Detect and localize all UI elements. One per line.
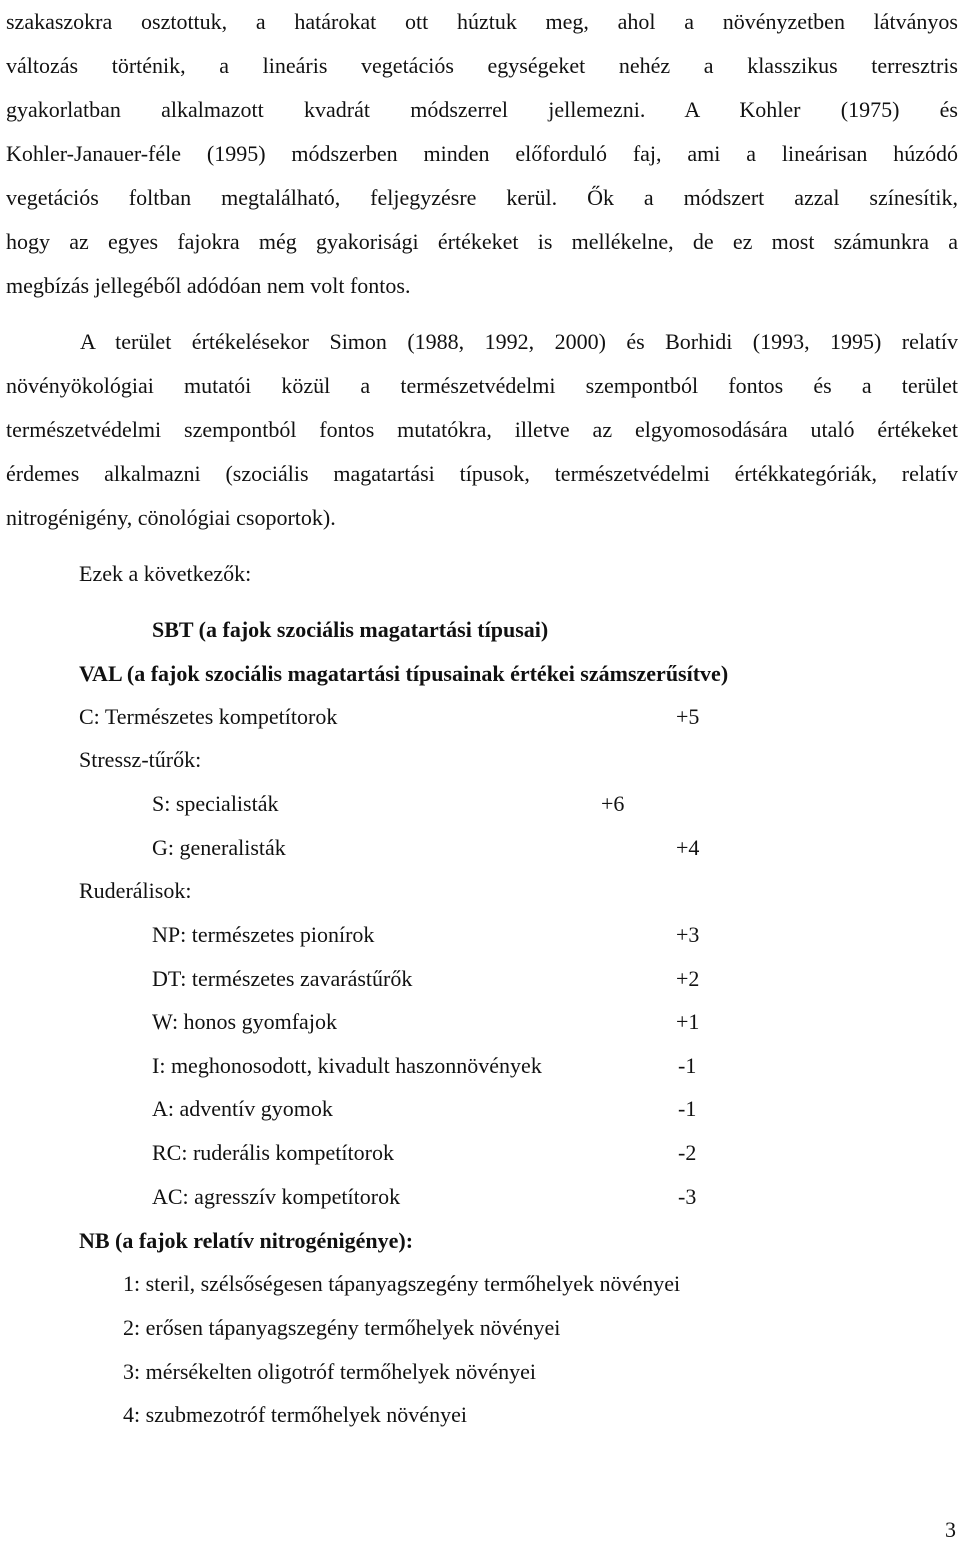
text-line: hogy az egyes fajokra még gyakorisági értékeket is mellékelne, de ez most számunkra a bbox=[6, 229, 958, 254]
val-item-value: +2 bbox=[676, 966, 700, 991]
nb-item: 4: szubmezotróf termőhelyek növényei bbox=[123, 1402, 467, 1427]
text-line: vegetációs foltban megtalálható, feljegyzésre kerül. Ők a módszert azzal színesítik, bbox=[6, 185, 958, 210]
text-line: Kohler-Janauer-féle (1995) módszerben minden előforduló faj, ami a lineárisan húzódó bbox=[6, 141, 958, 166]
val-item-label: C: Természetes kompetítorok bbox=[79, 704, 338, 729]
nb-item: 3: mérsékelten oligotróf termőhelyek növényei bbox=[123, 1359, 536, 1384]
val-item-value: -2 bbox=[678, 1140, 697, 1165]
nb-heading: NB (a fajok relatív nitrogénigénye): bbox=[79, 1228, 414, 1253]
nb-item: 2: erősen tápanyagszegény termőhelyek növényei bbox=[123, 1315, 561, 1340]
val-item-label: NP: természetes pionírok bbox=[152, 922, 375, 947]
val-item-label: RC: ruderális kompetítorok bbox=[152, 1140, 394, 1165]
val-item-label: A: adventív gyomok bbox=[152, 1096, 333, 1121]
text-line: A terület értékelésekor Simon (1988, 1992, 2000) és Borhidi (1993, 1995) relatív bbox=[80, 329, 958, 354]
text-line: szakaszokra osztottuk, a határokat ott húztuk meg, ahol a növényzetben látványos bbox=[6, 9, 958, 34]
paragraph-method bbox=[6, 0, 958, 308]
val-item-value: -1 bbox=[678, 1053, 697, 1078]
val-item-value: -1 bbox=[678, 1096, 697, 1121]
val-item-label: W: honos gyomfajok bbox=[152, 1009, 337, 1034]
val-item-label: S: specialisták bbox=[152, 791, 279, 816]
text-line: nitrogénigény, cönológiai csoportok). bbox=[6, 505, 336, 530]
sbt-heading: SBT (a fajok szociális magatartási típusai) bbox=[152, 617, 549, 642]
intro-text: Ezek a következők: bbox=[79, 561, 252, 586]
text-line: megbízás jellegéből adódóan nem volt fontos. bbox=[6, 273, 411, 298]
paragraph-evaluation bbox=[6, 320, 958, 540]
text-line: természetvédelmi szempontból fontos mutatókra, illetve az elgyomosodására utaló értékeket bbox=[6, 417, 958, 442]
text-line: érdemes alkalmazni (szociális magatartási típusok, természetvédelmi értékkategóriák, relatív bbox=[6, 461, 958, 486]
val-item-value: +6 bbox=[601, 791, 625, 816]
val-item-value: +4 bbox=[676, 835, 700, 860]
val-item-label: AC: agresszív kompetítorok bbox=[152, 1184, 401, 1209]
val-item-label: I: meghonosodott, kivadult haszonnövények bbox=[152, 1053, 542, 1078]
val-item-value: +1 bbox=[676, 1009, 700, 1034]
val-heading: VAL (a fajok szociális magatartási típusainak értékei számszerűsítve) bbox=[79, 661, 729, 686]
text-line: gyakorlatban alkalmazott kvadrát módszerrel jellemezni. A Kohler (1975) és bbox=[6, 97, 958, 122]
val-item-value: +3 bbox=[676, 922, 700, 947]
val-group-label: Stressz-tűrők: bbox=[79, 747, 202, 772]
page-number: 3 bbox=[945, 1517, 956, 1542]
val-item-value: +5 bbox=[676, 704, 700, 729]
val-group-label: Ruderálisok: bbox=[79, 878, 192, 903]
text-line: növényökológiai mutatói közül a természetvédelmi szempontból fontos és a terület bbox=[6, 373, 958, 398]
val-item-label: DT: természetes zavarástűrők bbox=[152, 966, 413, 991]
text-line: változás történik, a lineáris vegetációs egységeket nehéz a klasszikus terresztris bbox=[6, 53, 958, 78]
val-item-value: -3 bbox=[678, 1184, 697, 1209]
nb-item: 1: steril, szélsőségesen tápanyagszegény termőhelyek növényei bbox=[123, 1271, 681, 1296]
val-item-label: G: generalisták bbox=[152, 835, 286, 860]
